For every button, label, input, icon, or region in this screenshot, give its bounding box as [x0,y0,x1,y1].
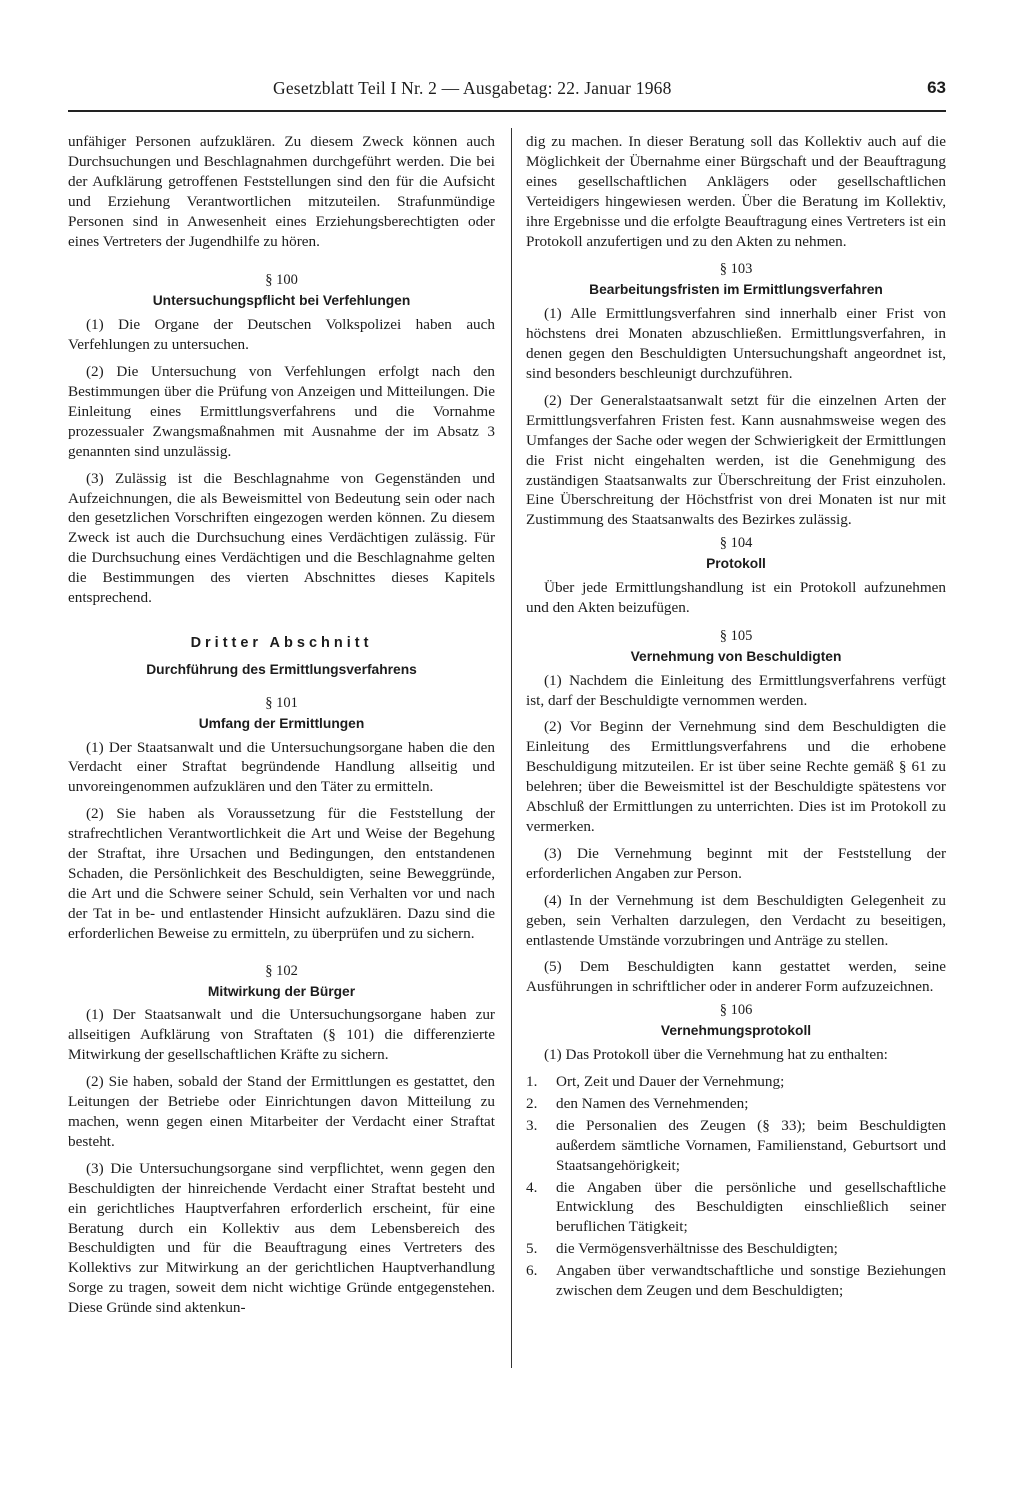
section-105-title: Vernehmung von Beschuldigten [630,648,842,664]
page-number: 63 [927,78,946,97]
section-106-title: Vernehmungsprotokoll [660,1023,812,1039]
header-rule [68,110,946,112]
section-100-para-1: (1) Die Organe der Deutschen Volkspolizei haben auch Verfehlungen zu untersuchen. [68,316,495,354]
section-102-para-1: (1) Der Staatsanwalt und die Untersuchungsorgane haben zur allseitigen Aufklärung von Straftaten (§ 101) die differenzierte Mitwirkung der gesellschaftlichen Kräfte zu sichern. [68,1006,495,1064]
section-102-title: Mitwirkung der Bürger [207,983,356,999]
right-column [526,132,946,1301]
section-100-para-3: (3) Zulässig ist die Beschlagnahme von Gegenständen und Aufzeichnungen, die als Beweismittel von Bedeutung sein oder nach den gesetzlichen Vorschriften eingezogen werden können. Zu diesem Zweck ist auch die Durchsuchung eines Verdächtigen zulässig. Für die Durchsuchung eines Verdächtigen und die Beschlagnahme gelten die Bestimmungen des vierten Abschnittes dieses Kapitels entsprechend. [68,469,495,607]
section-106-number: § 106 [719,1002,753,1019]
list-item: 2. den Namen des Vernehmenden; [526,1094,749,1112]
section-105-para-3: (3) Die Vernehmung beginnt mit der Feststellung der erforderlichen Angaben zur Person. [526,844,946,882]
column-divider [511,128,512,1368]
left-column [68,132,495,1318]
section-100-number: § 100 [265,272,298,289]
section-104-title: Protokoll [706,556,766,572]
section-102-para-3: (3) Die Untersuchungsorgane sind verpflichtet, wenn gegen den Beschuldigten der hinreichende Verdacht einer Straftat besteht und ein gerichtliches Hauptverfahren erforderlich erscheint, für eine Beratung durch ein Kollektiv aus dem Lebensbereich des Beschuldigten und für die Beauftragung eines Vertreters des Kollektivs zur Mitwirkung an der gerichtlichen Hauptverhandlung Sorge zu tragen, soweit dem nicht wichtige Gründe entgegenstehen. Diese Gründe sind aktenkun- [68,1159,495,1317]
section-101-para-1: (1) Der Staatsanwalt und die Untersuchungsorgane haben die den Verdacht einer Straftat begründende Handlung allseitig und unvoreingenommen aufzuklären und den Täter zu ermitteln. [68,738,495,796]
section-100-title: Untersuchungspflicht bei Verfehlungen [152,293,411,309]
list-item: 4. die Angaben über die persönliche und gesellschaftliche Entwicklung des Beschuldigten einschließlich seiner beruflichen Tätigkeit; [526,1178,946,1236]
section-105-para-4: (4) In der Vernehmung ist dem Beschuldigten Gelegenheit zu geben, sein Verhalten darzulegen, den Verdacht zu beseitigen, entlastende Umstände vorzubringen und Anträge zu stellen. [526,891,946,949]
section-103-para-1: (1) Alle Ermittlungsverfahren sind innerhalb einer Frist von höchstens drei Monaten abzuschließen. Ermittlungsverfahren, in denen gegen den Beschuldigten Untersuchungshaft angeordnet ist, sind besonders beschleunigt durchzuführen. [526,305,946,382]
chapter-section-title: Dritter Abschnitt [190,634,373,651]
intro-paragraph: unfähiger Personen aufzuklären. Zu diesem Zweck können auch Durchsuchungen und Beschlagnahmen durchgeführt werden. Die bei der Aufklärung getroffenen Feststellungen sind den für die Aufsicht und Erziehung Verantwortlichen mitzuteilen. Strafunmündige Personen sind in Anwesenheit eines Erziehungsberechtigten oder eines Vertreters der Jugendhilfe zu hören. [68,133,495,250]
continuation-paragraph: dig zu machen. In dieser Beratung soll das Kollektiv auch auf die Möglichkeit der Übernahme einer Bürgschaft und der Beauftragung eines gesellschaftlichen Anklägers oder gesellschaftlichen Verteidigers hingewiesen werden. Über die Beratung im Kollektiv, ihre Ergebnisse und die erfolgte Beauftragung eines Vertreters ist ein Protokoll anzufertigen und zu den Akten zu nehmen. [526,133,946,250]
chapter-section-subtitle: Durchführung des Ermittlungsverfahrens [146,661,417,677]
list-item: 6. Angaben über verwandtschaftliche und sonstige Beziehungen zwischen dem Zeugen und dem Beschuldigten; [526,1262,946,1300]
section-100-para-2: (2) Die Untersuchung von Verfehlungen erfolgt nach den Bestimmungen über die Prüfung von Anzeigen und Mitteilungen. Die Einleitung eines Ermittlungsverfahrens und die Vornahme prozessualer Zwangsmaßnahmen mit Ausnahme der im Absatz 3 genannten sind unzulässig. [68,363,495,460]
section-106-list [526,1072,946,1301]
section-103-number: § 103 [719,261,753,278]
section-104-number: § 104 [719,535,753,552]
list-item: 1. Ort, Zeit und Dauer der Vernehmung; [526,1072,785,1090]
list-item: 3. die Personalien des Zeugen (§ 33); beim Beschuldigten außerdem sämtliche Vornamen, Familienstand, Geburtsort und Staatsangehörigkeit; [526,1116,946,1174]
section-101-number: § 101 [265,694,298,711]
section-103-para-2: (2) Der Generalstaatsanwalt setzt für die einzelnen Arten der Ermittlungsverfahren Fristen fest. Kann ausnahmsweise wegen des Umfanges der Sache oder wegen der Schwierigkeit der Ermittlungen die Frist nicht eingehalten werden, ist die Genehmigung des zuständigen Staatsanwalts zur Überschreitung der Frist einzuholen. Eine Überschreitung der Höchstfrist von drei Monaten ist nur mit Zustimmung des Staatsanwalts des Bezirkes zulässig. [526,391,946,529]
section-101-title: Umfang der Ermittlungen [198,715,365,731]
page-header [68,78,946,104]
header-title: Gesetzblatt Teil I Nr. 2 — Ausgabetag: 22. Januar 1968 [273,78,672,98]
section-101-para-2: (2) Sie haben als Voraussetzung für die Feststellung der strafrechtlichen Verantwortlichkeit die Art und Weise der Begehung der Straftat, ihre Ursachen und Bedingungen, den entstandenen Schaden, die Persönlichkeit des Beschuldigten, seine Beweggründe, die Art und die Schwere seiner Schuld, sein Verhalten vor und nach der Tat in be- und entlastender Hinsicht aufzuklären. Dazu sind die erforderlichen Beweise zu ermitteln, zu überprüfen und zu sichern. [68,805,495,942]
section-105-para-5: (5) Dem Beschuldigten kann gestattet werden, seine Ausführungen in schriftlicher oder in anderer Form aufzuzeichnen. [526,958,946,996]
section-106-para-1: (1) Das Protokoll über die Vernehmung hat zu enthalten: [544,1046,888,1064]
list-item: 5. die Vermögensverhältnisse des Beschuldigten; [526,1240,838,1258]
section-105-para-2: (2) Vor Beginn der Vernehmung sind dem Beschuldigten die Einleitung des Ermittlungsverfahrens und die erhobene Beschuldigung mitzuteilen. Er ist über seine Rechte gemäß § 61 zu belehren; über die Beweismittel ist der Beschuldigte spätestens vor Abschluß der Ermittlungen zu unterrichten. Dies ist im Protokoll zu vermerken. [526,718,946,835]
section-102-para-2: (2) Sie haben, sobald der Stand der Ermittlungen es gestattet, den Leitungen der Betriebe oder Einrichtungen davon Mitteilung zu machen, wenn gegen einen Mitarbeiter der Verdacht einer Straftat besteht. [68,1073,495,1150]
section-105-number: § 105 [719,627,753,644]
section-103-title: Bearbeitungsfristen im Ermittlungsverfahren [589,282,883,298]
section-105-para-1: (1) Nachdem die Einleitung des Ermittlungsverfahrens verfügt ist, darf der Beschuldigte vernommen werden. [526,671,946,709]
section-102-number: § 102 [265,962,298,979]
section-104-para-1: Über jede Ermittlungshandlung ist ein Protokoll aufzunehmen und den Akten beizufügen. [526,579,946,616]
